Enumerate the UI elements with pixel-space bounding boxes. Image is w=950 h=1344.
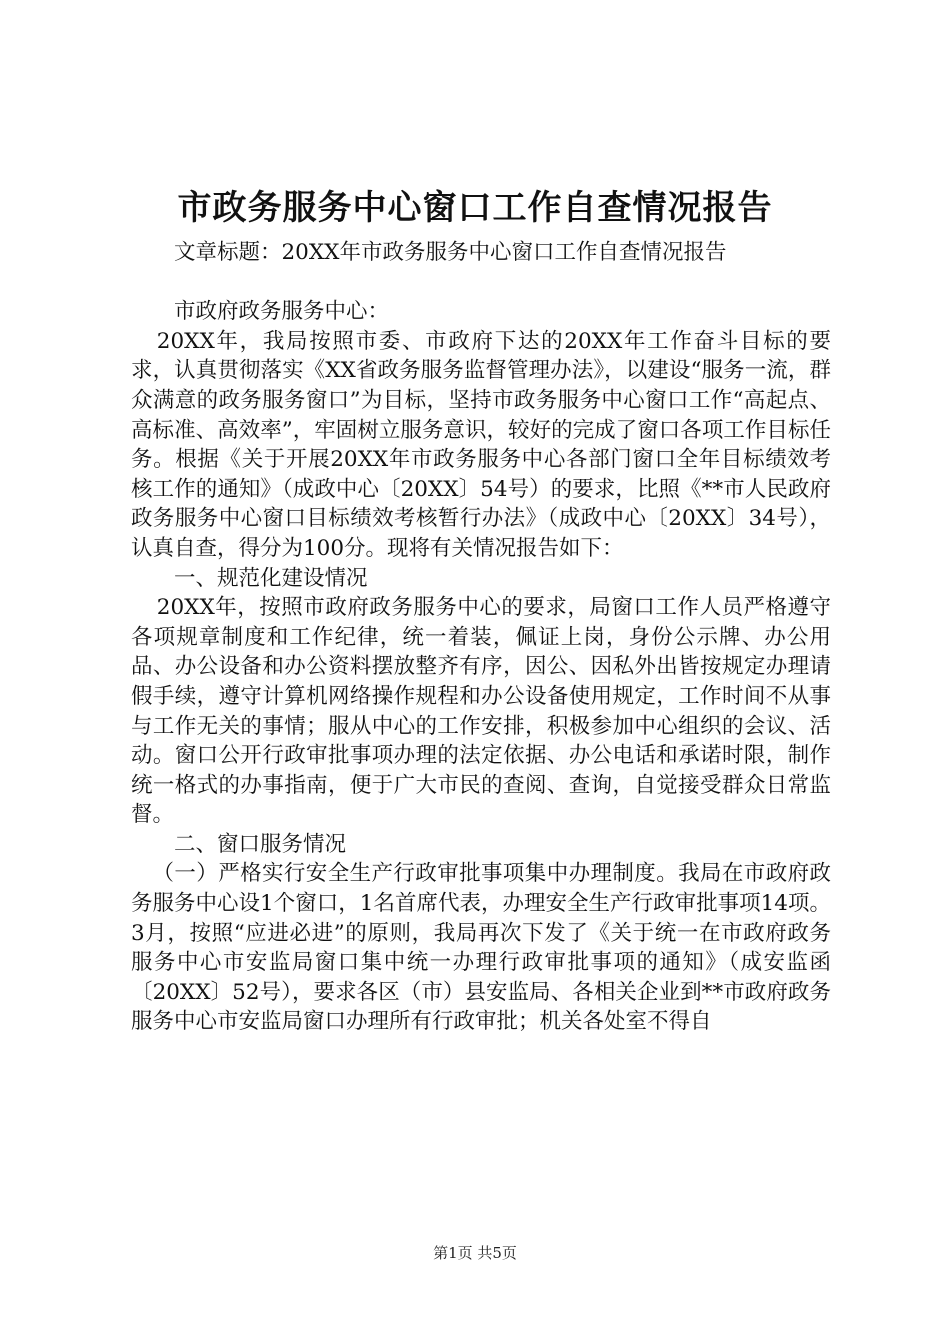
page-number-footer: 第1页 共5页: [433, 1244, 517, 1262]
section-heading-1: 一、规范化建设情况: [174, 565, 368, 591]
document-subtitle: 文章标题：20XX年市政务服务中心窗口工作自查情况报告: [174, 240, 727, 265]
paragraph-window-service: （一）严格实行安全生产行政审批事项集中办理制度。我局在市政府政务服务中心设1个窗口，1名首席代表，办理安全生产行政审批事项14项。3月，按照“应进必进”的原则，我局再次下发了《关于统一在市政府政务服务中心市安监局窗口集中统一办理行政审批事项的通知》（成安监函〔20XX〕52号），要求各区（市）县安监局、各相关企业到**市政府政务服务中心市安监局窗口办理所有行政审批；机关各处室不得自: [131, 861, 831, 1035]
paragraph-intro: 20XX年，我局按照市委、市政府下达的20XX年工作奋斗目标的要求，认真贯彻落实《XX省政务服务监督管理办法》，以建设“服务一流，群众满意的政务服务窗口”为目标，坚持市政务服务中心窗口工作“高起点、高标准、高效率”，牢固树立服务意识，较好的完成了窗口各项工作目标任务。根据《关于开展20XX年市政务服务中心各部门窗口全年目标绩效考核工作的通知》（成政中心〔20XX〕54号）的要求，比照《**市人民政府政务服务中心窗口目标绩效考核暂行办法》（成政中心〔20XX〕34号），认真自查，得分为100分。现将有关情况报告如下：: [131, 328, 831, 561]
document-body: [131, 238, 831, 1037]
salutation: 市政府政务服务中心：: [174, 299, 390, 325]
paragraph-standardization: 20XX年，按照市政府政务服务中心的要求，局窗口工作人员严格遵守各项规章制度和工作纪律，统一着装，佩证上岗，身份公示牌、办公用品、办公设备和办公资料摆放整齐有序，因公、因私外出皆按规定办理请假手续，遵守计算机网络操作规程和办公设备使用规定，工作时间不从事与工作无关的事情；服从中心的工作安排，积极参加中心组织的会议、活动。窗口公开行政审批事项办理的法定依据、办公电话和承诺时限，制作统一格式的办事指南，便于广大市民的查阅、查询，自觉接受群众日常监督。: [131, 595, 831, 828]
document-title: 市政务服务中心窗口工作自查情况报告: [177, 188, 773, 228]
blank-line: [131, 268, 831, 298]
section-heading-2: 二、窗口服务情况: [174, 831, 347, 857]
